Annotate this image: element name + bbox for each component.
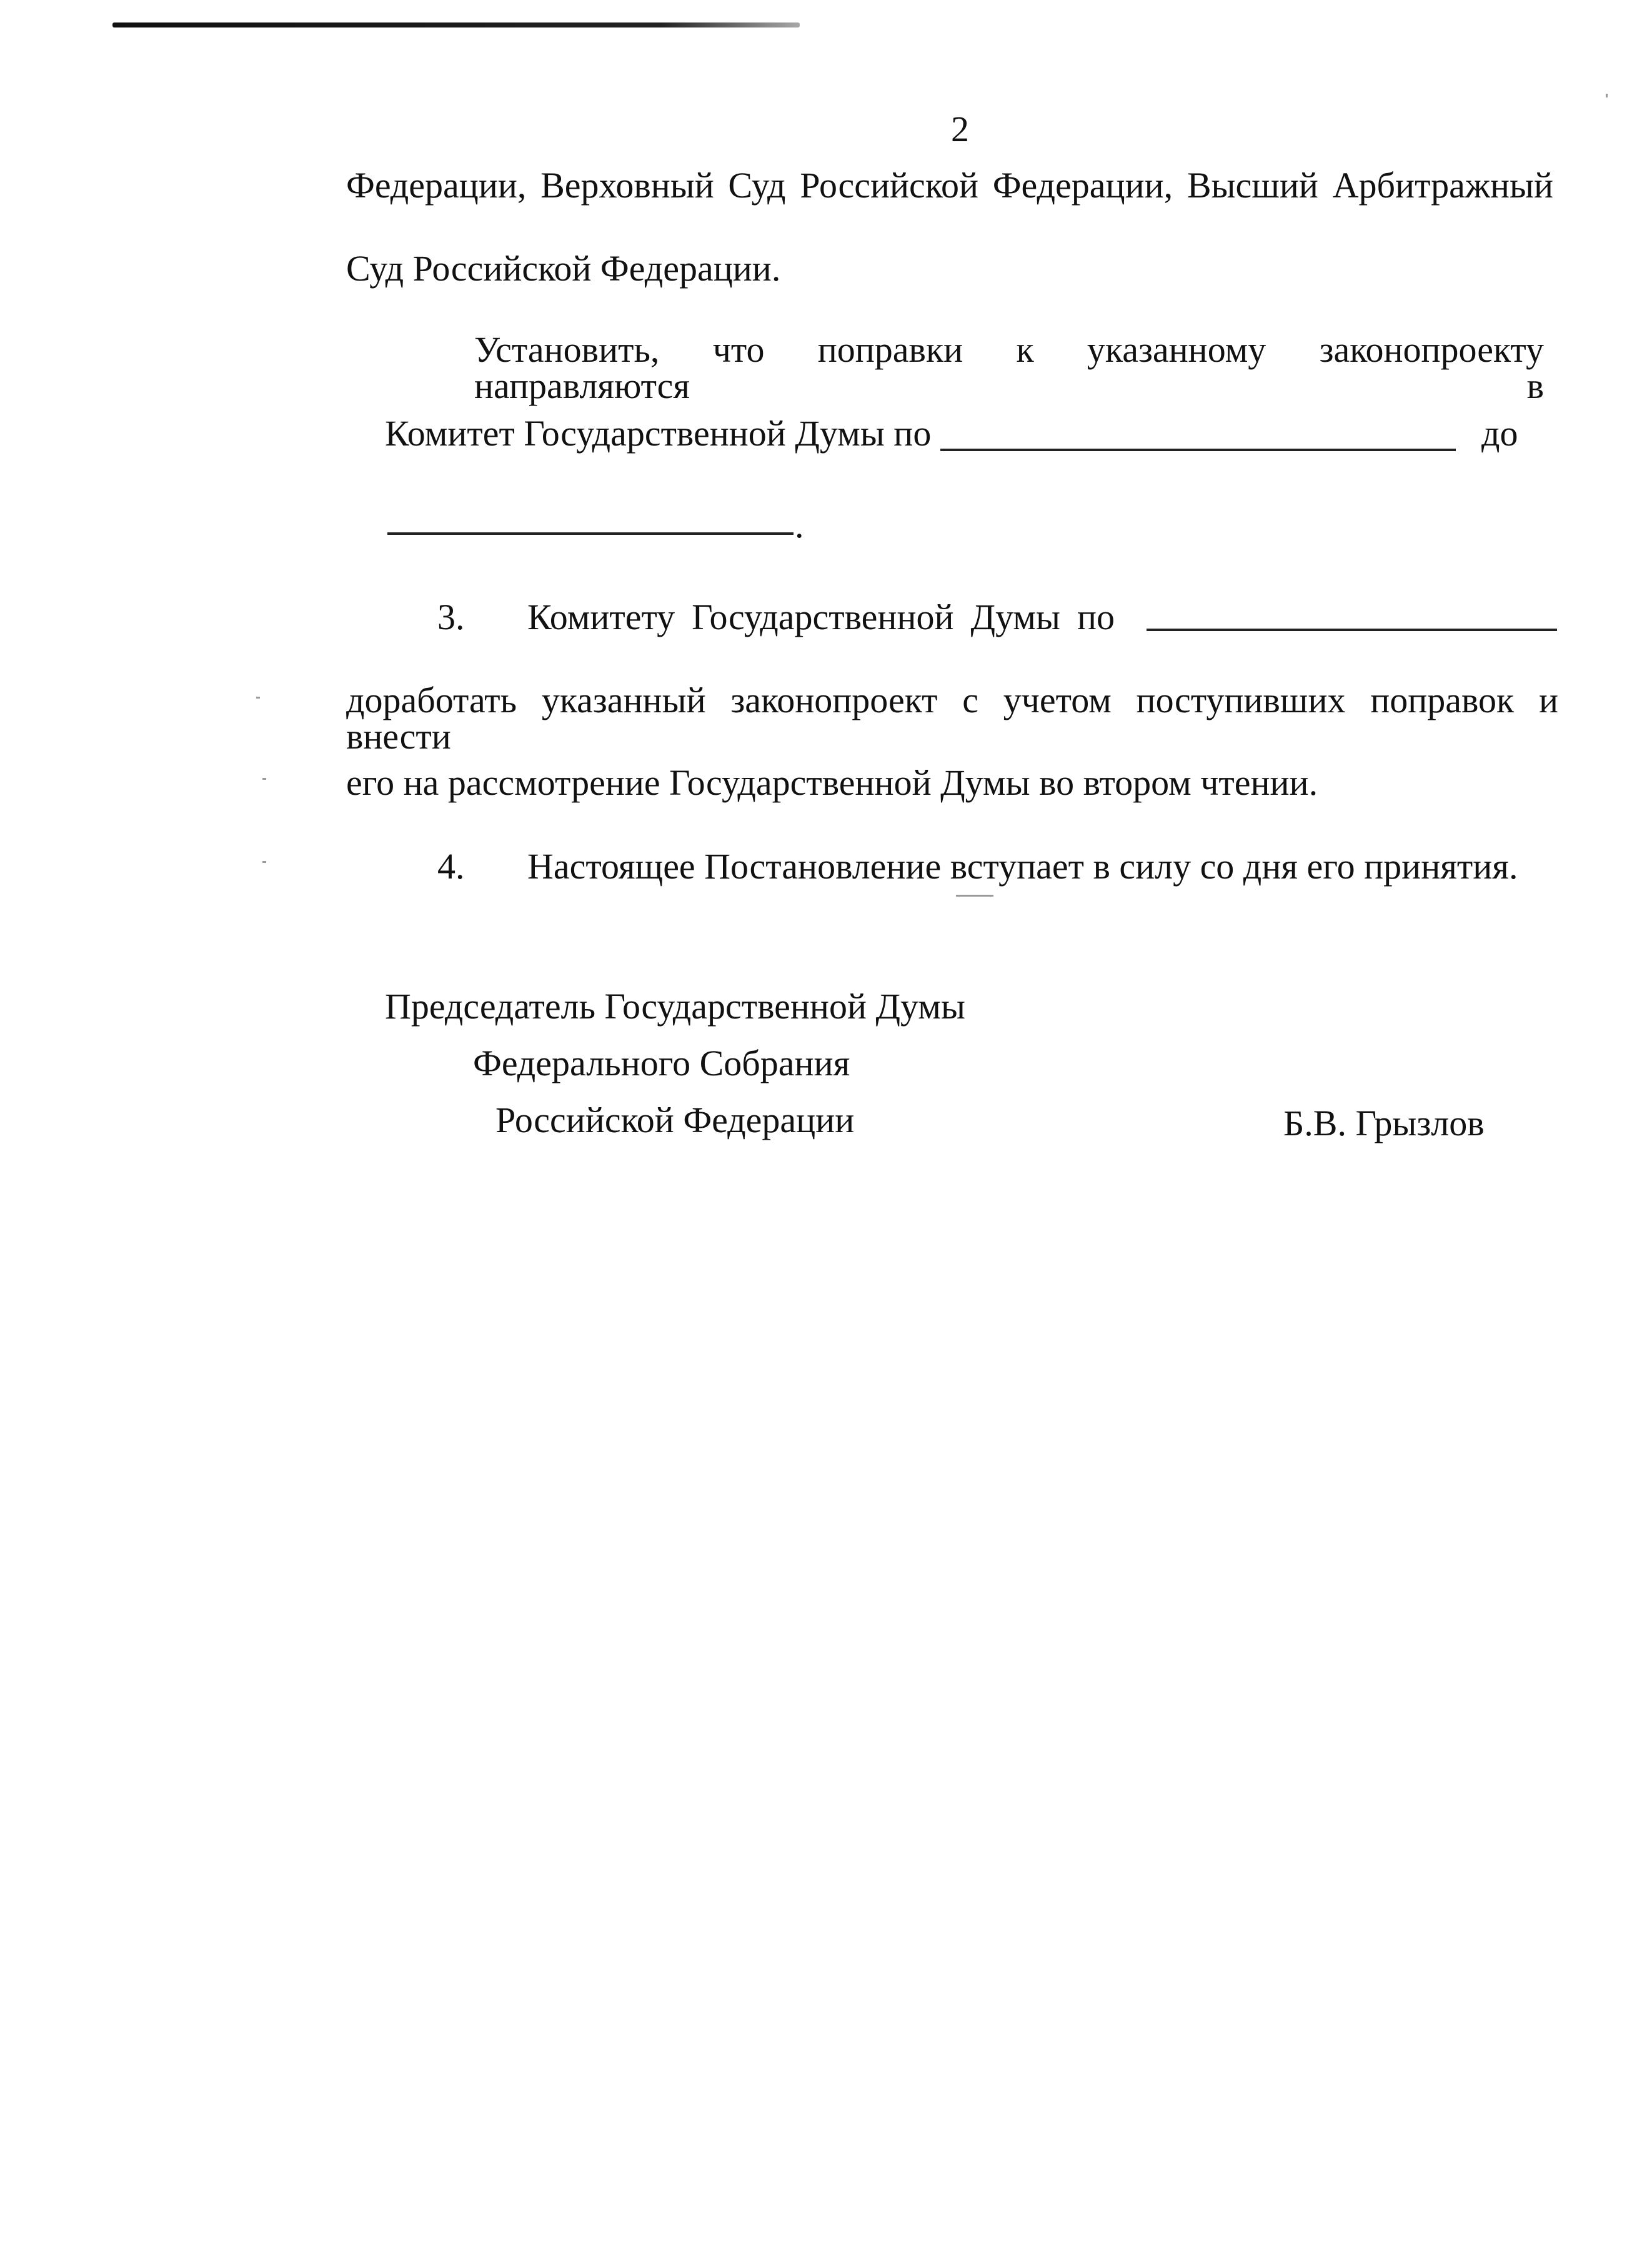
blank-date-field	[387, 532, 794, 535]
signature-title: Российской Федерации	[495, 1100, 855, 1140]
paragraph-line: Установить, что поправки к указанному законопроекту направляются в	[474, 329, 1544, 406]
blank-committee-field	[940, 449, 1456, 451]
signature-title: Председатель Государственной Думы	[385, 986, 965, 1027]
scan-speck	[262, 861, 266, 863]
item-text: доработать указанный законопроект с учетом поступивших поправок и внести	[346, 680, 1558, 757]
item-text: Настоящее Постановление вступает в силу со дня его принятия.	[527, 846, 1518, 887]
page-number: 2	[951, 109, 969, 149]
paragraph-line: Федерации, Верховный Суд Российской Федерации, Высший Арбитражный	[346, 165, 1553, 206]
item-text: его на рассмотрение Государственной Думы во втором чтении.	[346, 762, 1318, 803]
paragraph-line: до	[1481, 413, 1518, 454]
signatory-name: Б.В. Грызлов	[1283, 1103, 1485, 1143]
item-text: Комитету Государственной Думы по	[527, 597, 1115, 637]
blank-committee-field	[1147, 629, 1557, 631]
period: .	[795, 505, 804, 545]
scan-speck	[262, 778, 266, 780]
scan-edge-bar	[112, 22, 800, 27]
paragraph-line: Суд Российской Федерации.	[346, 248, 781, 289]
signature-title: Федерального Собрания	[473, 1043, 850, 1083]
scan-speck	[956, 895, 993, 897]
item-number: 3.	[437, 597, 465, 637]
item-number: 4.	[437, 846, 465, 887]
scan-speck	[256, 697, 260, 699]
paragraph-line: Комитет Государственной Думы по	[385, 413, 932, 454]
scan-speck	[1606, 94, 1608, 97]
